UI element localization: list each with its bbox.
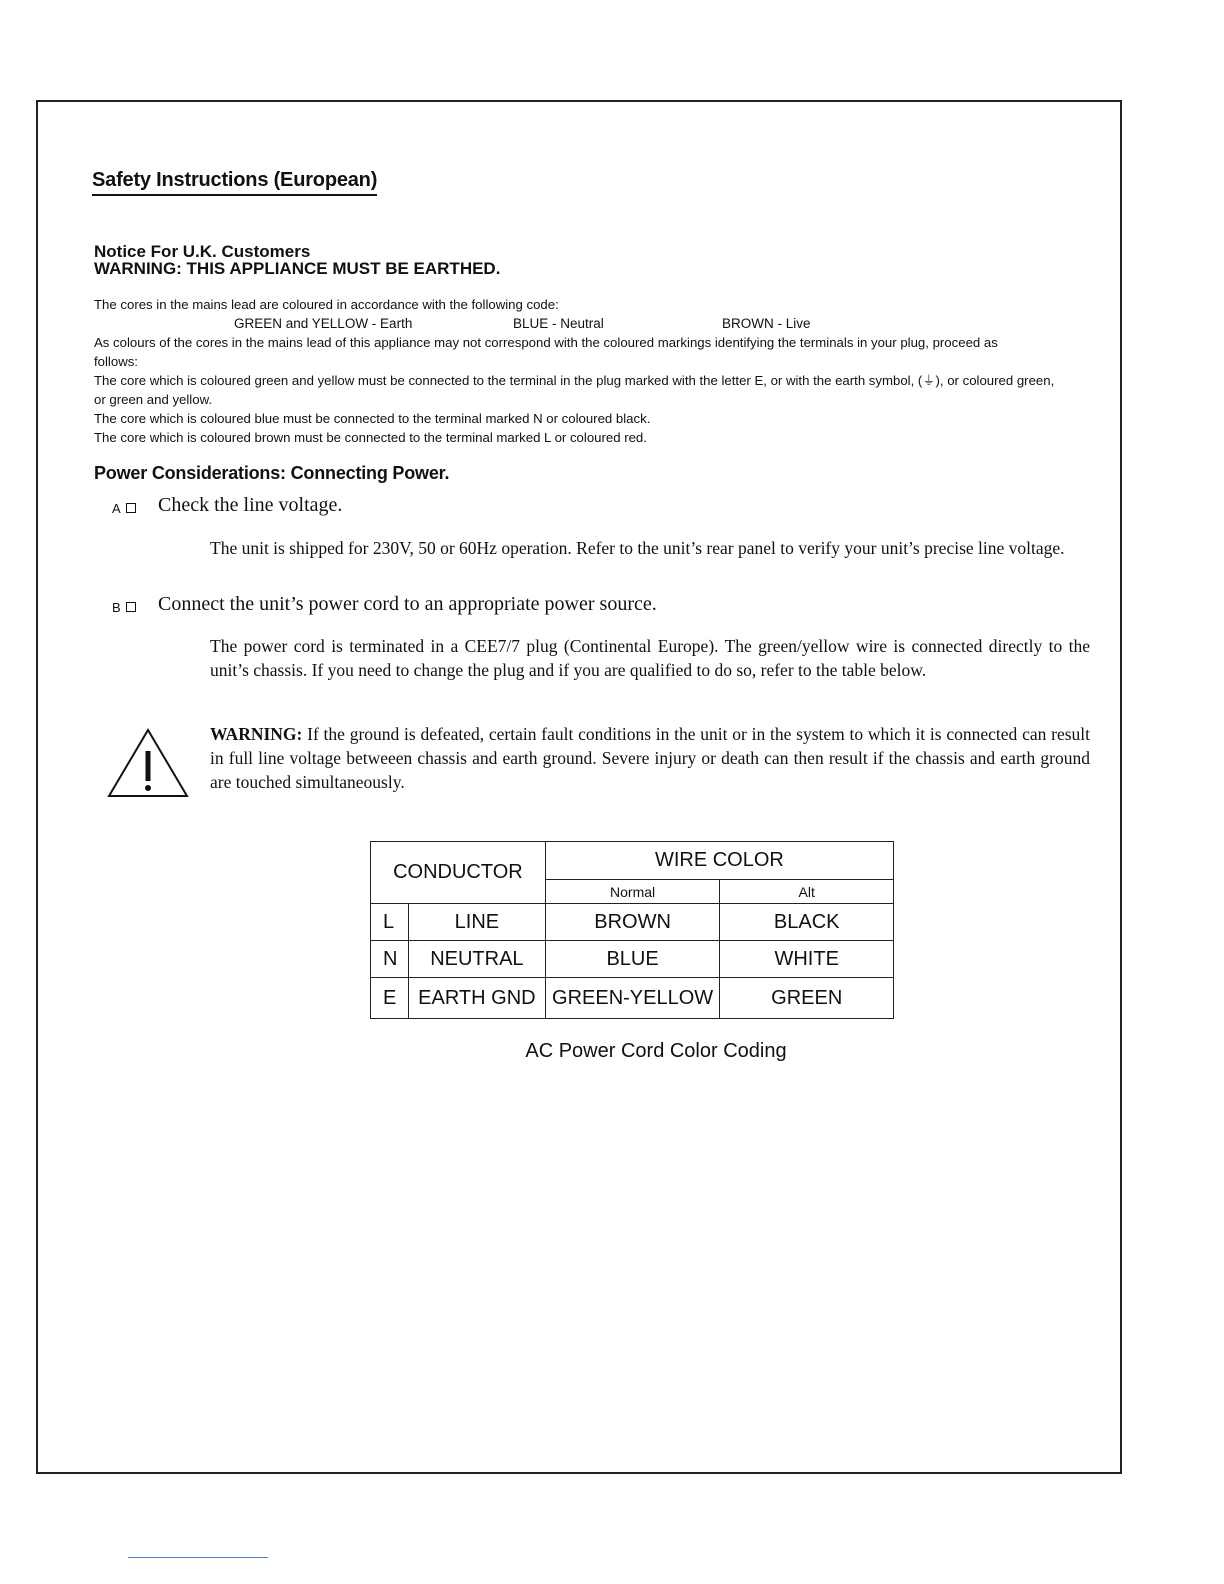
conductor-code: N [371,941,409,978]
table-row [371,978,894,1019]
warning-text: If the ground is defeated, certain fault conditions in the unit or in the system to which it is connected can result in full line voltage betweeen chassis and earth ground. Severe injury or death can then result if the chassis and earth ground are touched simultaneously. [210,724,1090,792]
table-caption: AC Power Cord Color Coding [525,1040,787,1062]
conductor-name: LINE [408,904,545,941]
uk-instruction-4: The core which is coloured brown must be connected to the terminal marked L or coloured red. [94,430,647,445]
alt-color: GREEN [720,978,894,1019]
uk-instruction-3: The core which is coloured blue must be connected to the terminal marked N or coloured black. [94,411,651,426]
table-row [371,904,894,941]
page-title: Safety Instructions (European) [92,169,377,196]
step-a-text: Check the line voltage. [158,494,343,516]
checkbox-icon [126,602,136,612]
step-a-body: The unit is shipped for 230V, 50 or 60Hz operation. Refer to the unit’s rear panel to verify your unit’s precise line voltage. [210,538,1065,558]
alt-color: BLACK [720,904,894,941]
uk-code-intro: The cores in the mains lead are coloured in accordance with the following code: [94,297,559,312]
code-earth: GREEN and YELLOW - Earth [234,316,413,331]
conductor-header: CONDUCTOR [371,842,546,904]
conductor-name: EARTH GND [408,978,545,1019]
normal-color: BROWN [545,904,720,941]
normal-color: GREEN-YELLOW [545,978,720,1019]
step-b-body: The power cord is terminated in a CEE7/7 plug (Continental Europe). The green/yellow wire is connected directly to the unit’s chassis. If you need to change the plug and if you are qualified to do so, refer to the table below. [210,636,1090,680]
step-a-letter: A [112,501,121,516]
step-b-text: Connect the unit’s power cord to an appropriate power source. [158,593,657,615]
table-row [371,941,894,978]
earth-warning: WARNING: THIS APPLIANCE MUST BE EARTHED. [94,259,501,278]
wire-color-header: WIRE COLOR [545,842,893,880]
normal-header: Normal [545,880,720,904]
uk-notice-heading: Notice For U.K. Customers [94,242,311,261]
conductor-name: NEUTRAL [408,941,545,978]
uk-instruction-1: As colours of the cores in the mains lead of this appliance may not correspond with the coloured markings identifying the terminals in your plug, proceed as follows: [94,335,998,369]
code-neutral: BLUE - Neutral [513,316,604,331]
conductor-code: L [371,904,409,941]
alt-color: WHITE [720,941,894,978]
warning-label: WARNING: [210,724,303,744]
ground-warning [210,722,1090,794]
code-live: BROWN - Live [722,316,811,331]
checkbox-icon [126,503,136,513]
normal-color: BLUE [545,941,720,978]
power-heading: Power Considerations: Connecting Power. [94,463,450,483]
step-b-letter: B [112,600,121,615]
warning-triangle-icon [106,727,190,799]
uk-instruction-2: The core which is coloured green and yellow must be connected to the terminal in the plug marked with the letter E, or with the earth symbol, (⏚), or coloured green, or green and yellow. [94,373,1055,407]
wire-color-table [370,841,894,1019]
footer-divider [128,1557,268,1558]
conductor-code: E [371,978,409,1019]
alt-header: Alt [720,880,894,904]
